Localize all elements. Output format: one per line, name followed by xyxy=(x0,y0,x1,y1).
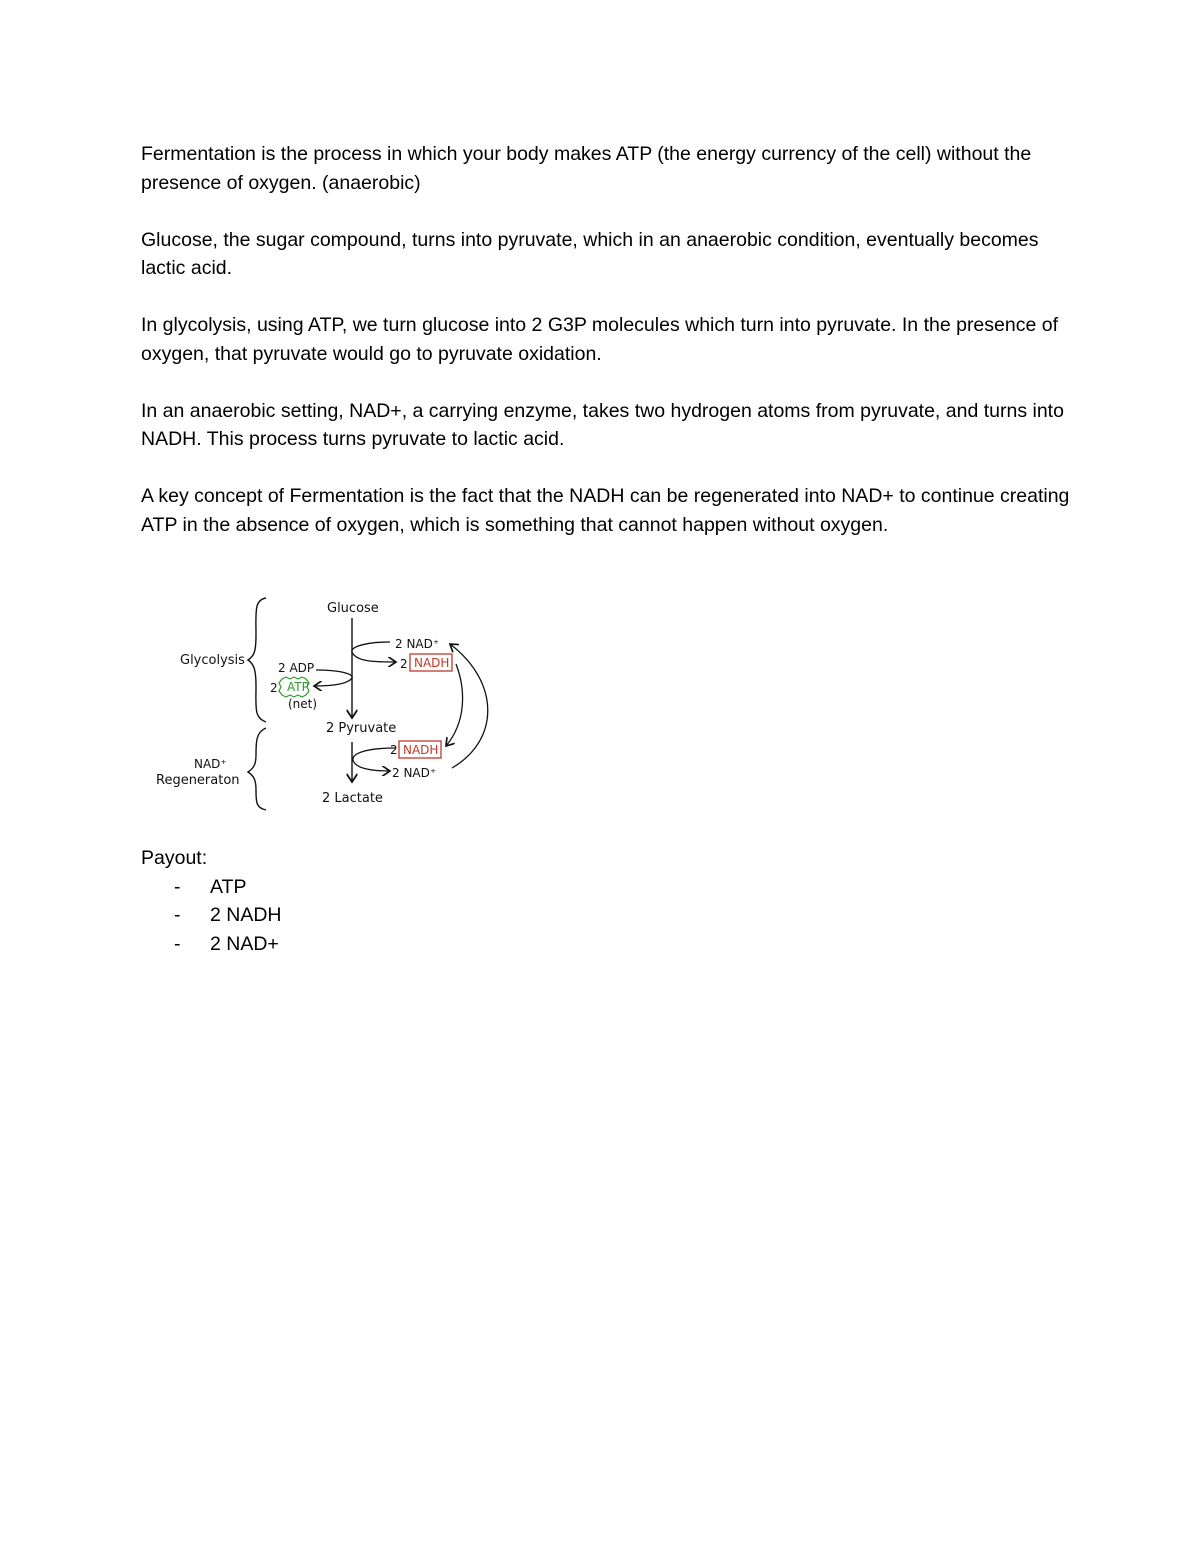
nad-regen-label-2: Regeneraton xyxy=(156,773,240,788)
regeneration-brace xyxy=(248,728,266,810)
payout-section xyxy=(141,844,282,958)
nadh-top-num: 2 xyxy=(400,657,408,671)
nadh-top-label: NADH xyxy=(414,656,450,670)
fermentation-diagram xyxy=(150,590,500,812)
nad-plus-top-label: 2 NAD⁺ xyxy=(395,637,440,651)
glycolysis-label: Glycolysis xyxy=(180,653,245,668)
paragraph-glycolysis: In glycolysis, using ATP, we turn glucose into 2 G3P molecules which turn into pyruvate. In the presence of oxygen, that pyruvate would go to pyruvate oxidation. xyxy=(141,314,1058,365)
glycolysis-brace xyxy=(248,598,266,722)
net-label: (net) xyxy=(288,697,318,711)
paragraph-glucose: Glucose, the sugar compound, turns into pyruvate, which in an anaerobic condition, eventually becomes lactic acid. xyxy=(141,228,1039,279)
list-item xyxy=(141,901,282,930)
nad-regen-label-1: NAD⁺ xyxy=(194,757,227,771)
adp-to-atp-arrow xyxy=(314,670,352,686)
list-item xyxy=(141,930,282,959)
paragraph-anaerobic: In an anaerobic setting, NAD+, a carrying enzyme, takes two hydrogen atoms from pyruvate, and turns into NADH. This process turns pyruvate to lactic acid. xyxy=(141,399,1064,450)
payout-title: Payout: xyxy=(141,847,208,869)
list-item xyxy=(141,873,282,902)
nadh-bottom-label: NADH xyxy=(403,743,439,757)
nadh-bottom-num: 2 xyxy=(390,743,398,757)
payout-list xyxy=(141,873,282,959)
nadh-recycle-arrow xyxy=(446,664,463,746)
glucose-label: Glucose xyxy=(327,601,379,616)
document-body xyxy=(141,140,1071,568)
payout-item: 2 NAD+ xyxy=(210,932,279,955)
atp-label: ATP xyxy=(287,680,309,694)
payout-item: ATP xyxy=(210,875,247,898)
adp-label: 2 ADP xyxy=(278,661,315,675)
paragraph-definition: Fermentation is the process in which your body makes ATP (the energy currency of the cell) without the presence of oxygen. (anaerobic) xyxy=(141,143,1032,194)
lactate-label: 2 Lactate xyxy=(322,791,383,806)
bullet-dash: - xyxy=(174,932,181,955)
atp-num: 2 xyxy=(270,681,278,695)
payout-item: 2 NADH xyxy=(210,904,282,926)
pyruvate-label: 2 Pyruvate xyxy=(326,721,397,736)
nad-plus-bottom-label: 2 NAD⁺ xyxy=(392,766,437,780)
nad-reduction-arrow-top xyxy=(352,642,396,662)
bullet-dash: - xyxy=(174,875,181,898)
paragraph-key-concept: A key concept of Fermentation is the fact that the NADH can be regenerated into NAD+ to continue creating ATP in the absence of oxygen, which is something that cannot happen without oxygen. xyxy=(141,485,1070,536)
bullet-dash: - xyxy=(174,904,181,926)
nad-recycle-arrow xyxy=(450,644,488,768)
